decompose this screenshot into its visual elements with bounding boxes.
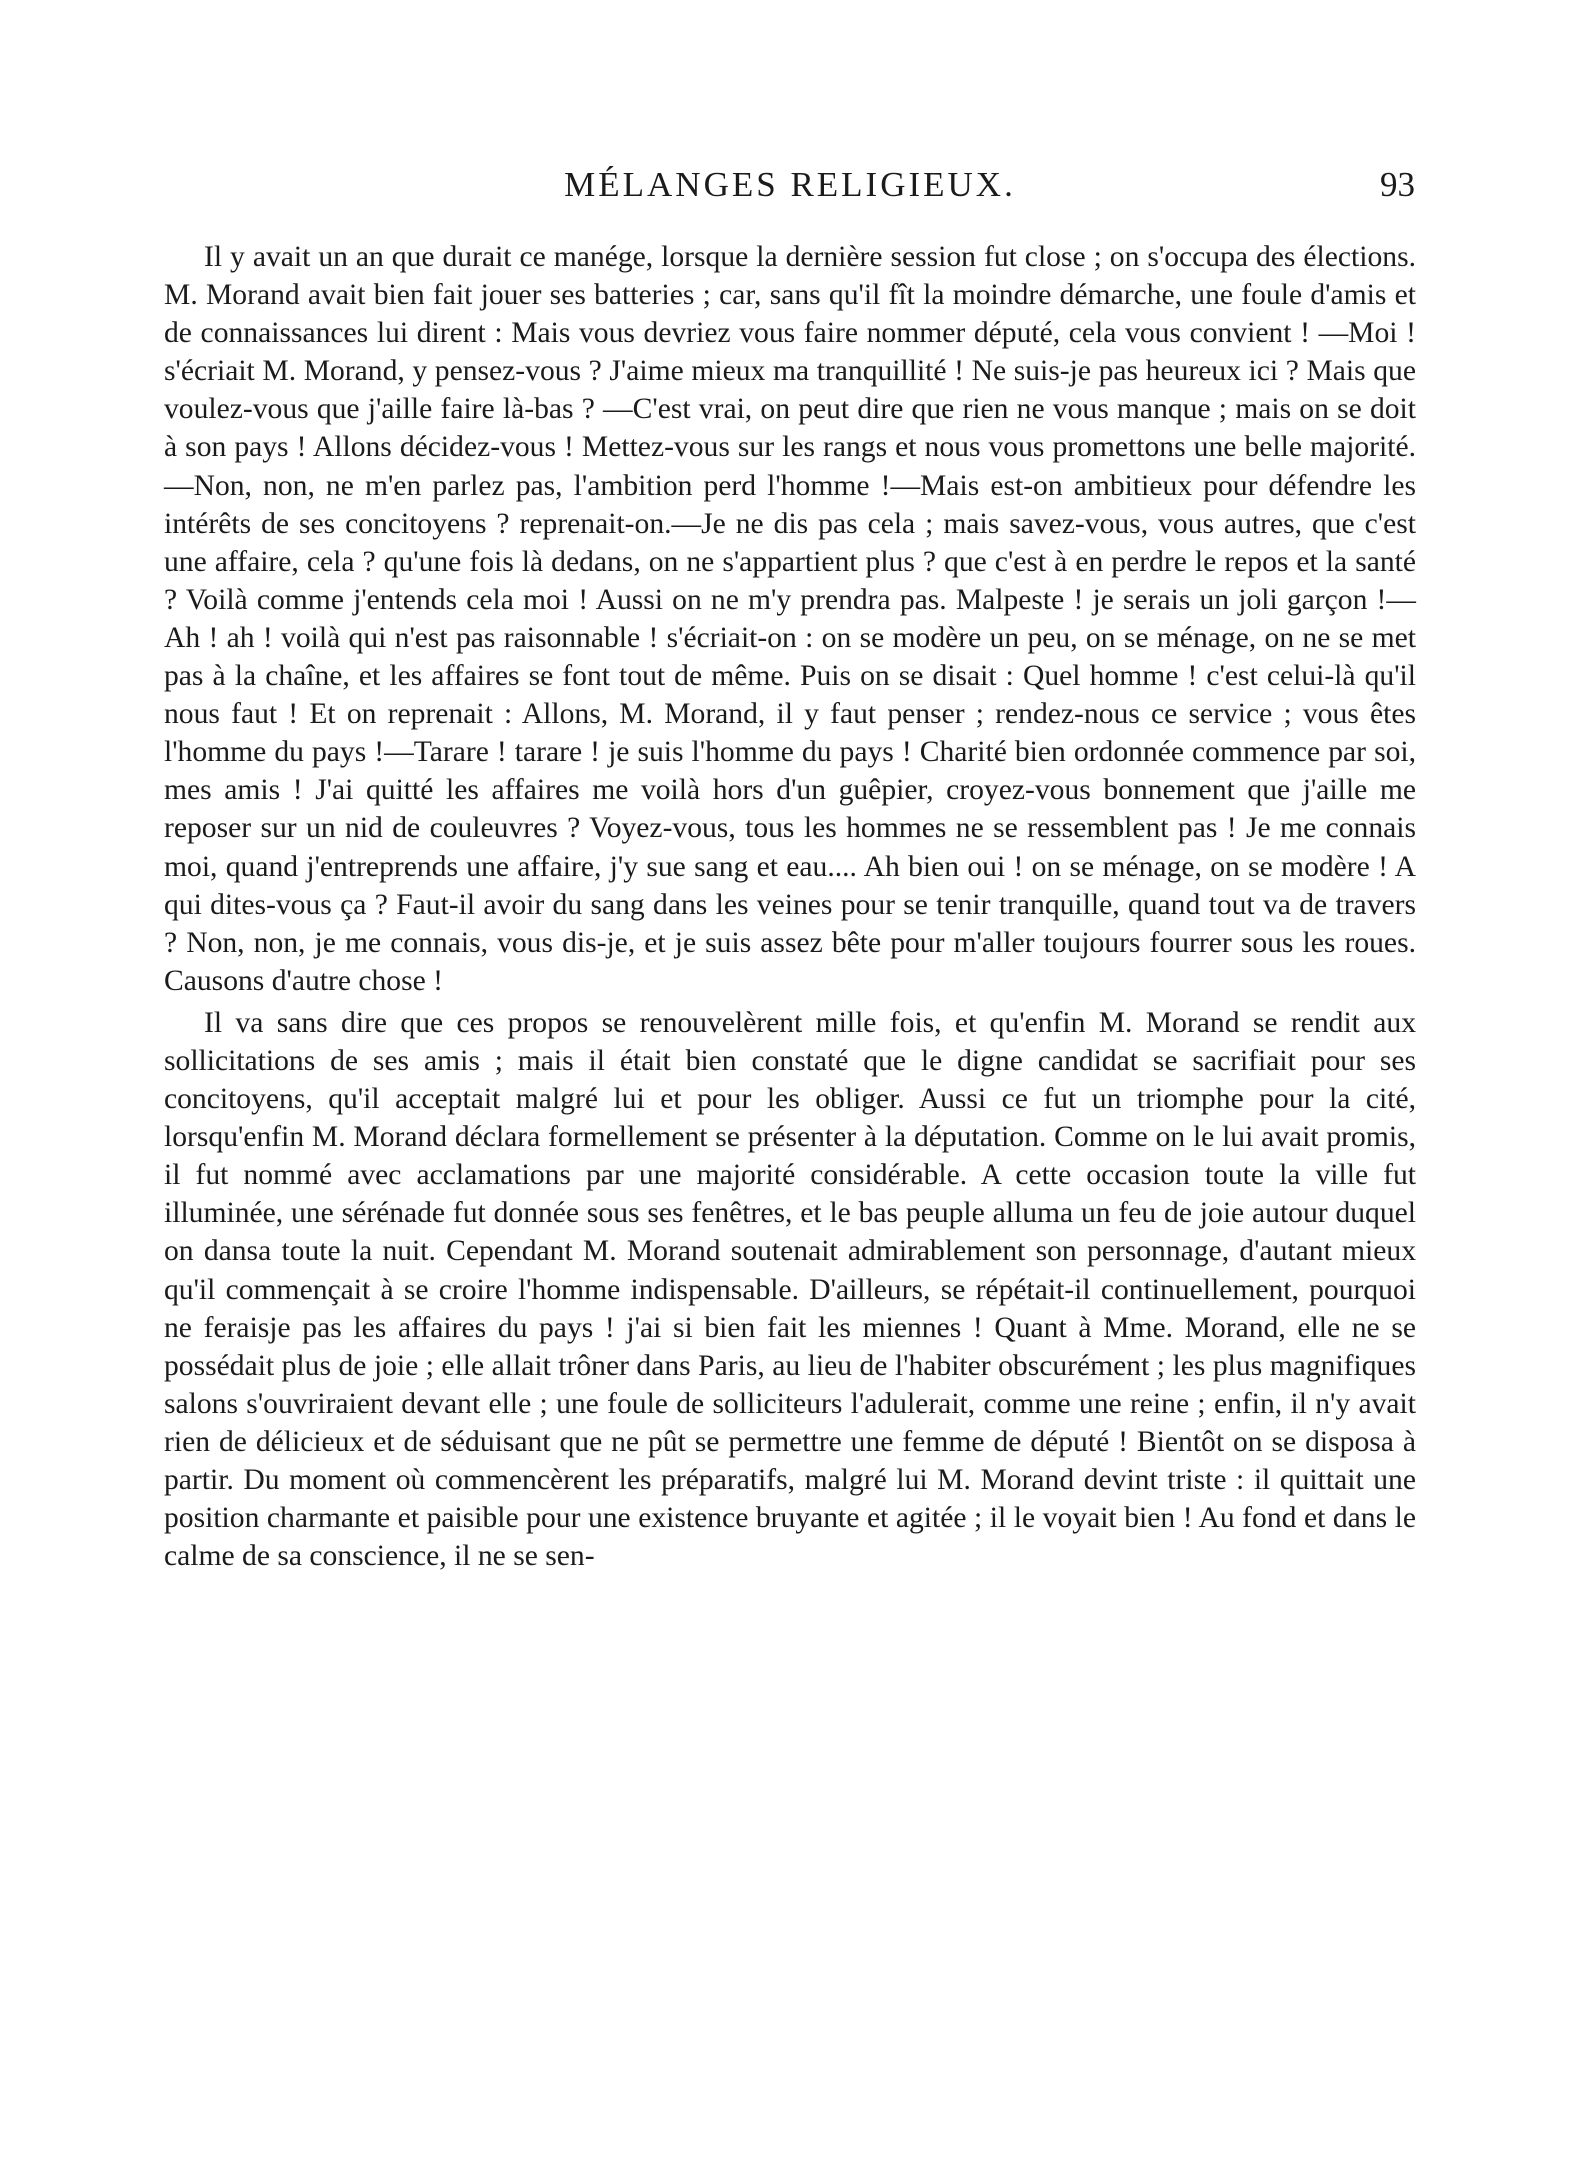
page-number: 93 <box>1380 165 1415 204</box>
paragraph: Il y avait un an que durait ce manége, lorsque la dernière session fut close ; on s'occupa des élections. M. Morand avait bien fait jouer ses batteries ; car, sans qu'il fît la moindre démarche, une foule d'amis et de connaissances lui dirent : Mais vous devriez vous faire nommer député, cela vous convient ! —Moi ! s'écriait M. Morand, y pensez-vous ? J'aime mieux ma tranquillité ! Ne suis-je pas heureux ici ? Mais que voulez-vous que j'aille faire là-bas ? —C'est vrai, on peut dire que rien ne vous manque ; mais on se doit à son pays ! Allons décidez-vous ! Mettez-vous sur les rangs et nous vous promettons une belle majorité.—Non, non, ne m'en parlez pas, l'ambition perd l'homme !—Mais est-on ambitieux pour défendre les intérêts de ses concitoyens ? reprenait-on.—Je ne dis pas cela ; mais savez-vous, vous autres, que c'est une affaire, cela ? qu'une fois là dedans, on ne s'appartient plus ? que c'est à en perdre le repos et la santé ? Voilà comme j'entends cela moi ! Aussi on ne m'y prendra pas. Malpeste ! je serais un joli garçon !—Ah ! ah ! voilà qui n'est pas raisonnable ! s'écriait-on : on se modère un peu, on se ménage, on ne se met pas à la chaîne, et les affaires se font tout de même. Puis on se disait : Quel homme ! c'est celui-là qu'il nous faut ! Et on reprenait : Allons, M. Morand, il y faut penser ; rendez-nous ce service ; vous êtes l'homme du pays !—Tarare ! tarare ! je suis l'homme du pays ! Charité bien ordonnée commence par soi, mes amis ! J'ai quitté les affaires me voilà hors d'un guêpier, croyez-vous bonnement que j'aille me reposer sur un nid de couleuvres ? Voyez-vous, tous les hommes ne se ressemblent pas ! Je me connais moi, quand j'entreprends une affaire, j'y sue sang et eau.... Ah bien oui ! on se ménage, on se modère ! A qui dites-vous ça ? Faut-il avoir du sang dans les veines pour se tenir tranquille, quand tout va de travers ? Non, non, je me connais, vous dis-je, et je suis assez bête pour m'aller toujours fourrer sous les roues. Causons d'autre chose ! <box>164 241 1416 997</box>
paragraph: Il va sans dire que ces propos se renouvelèrent mille fois, et qu'enfin M. Morand se rendit aux sollicitations de ses amis ; mais il était bien constaté que le digne candidat se sacrifiait pour ses concitoyens, qu'il acceptait malgré lui et pour les obliger. Aussi ce fut un triomphe pour la cité, lorsqu'enfin M. Morand déclara formellement se présenter à la députation. Comme on le lui avait promis, il fut nommé avec acclamations par une majorité considérable. A cette occasion toute la ville fut illuminée, une sérénade fut donnée sous ses fenêtres, et le bas peuple alluma un feu de joie autour duquel on dansa toute la nuit. Cependant M. Morand soutenait admirablement son personnage, d'autant mieux qu'il commençait à se croire l'homme indispensable. D'ailleurs, se répétait-il continuellement, pourquoi ne feraisje pas les affaires du pays ! j'ai si bien fait les miennes ! Quant à Mme. Morand, elle ne se possédait plus de joie ; elle allait trôner dans Paris, au lieu de l'habiter obscurément ; les plus magnifiques salons s'ouvriraient devant elle ; une foule de solliciteurs l'adulerait, comme une reine ; enfin, il n'y avait rien de délicieux et de séduisant que ne pût se permettre une femme de député ! Bientôt on se disposa à partir. Du moment où commencèrent les préparatifs, malgré lui M. Morand devint triste : il quittait une position charmante et paisible pour une existence bruyante et agitée ; il le voyait bien ! Au fond et dans le calme de sa conscience, il ne se sen- <box>164 1006 1416 1573</box>
running-title: MÉLANGES RELIGIEUX. <box>564 165 1016 204</box>
body-text <box>164 238 1416 1575</box>
running-head <box>165 160 1415 210</box>
